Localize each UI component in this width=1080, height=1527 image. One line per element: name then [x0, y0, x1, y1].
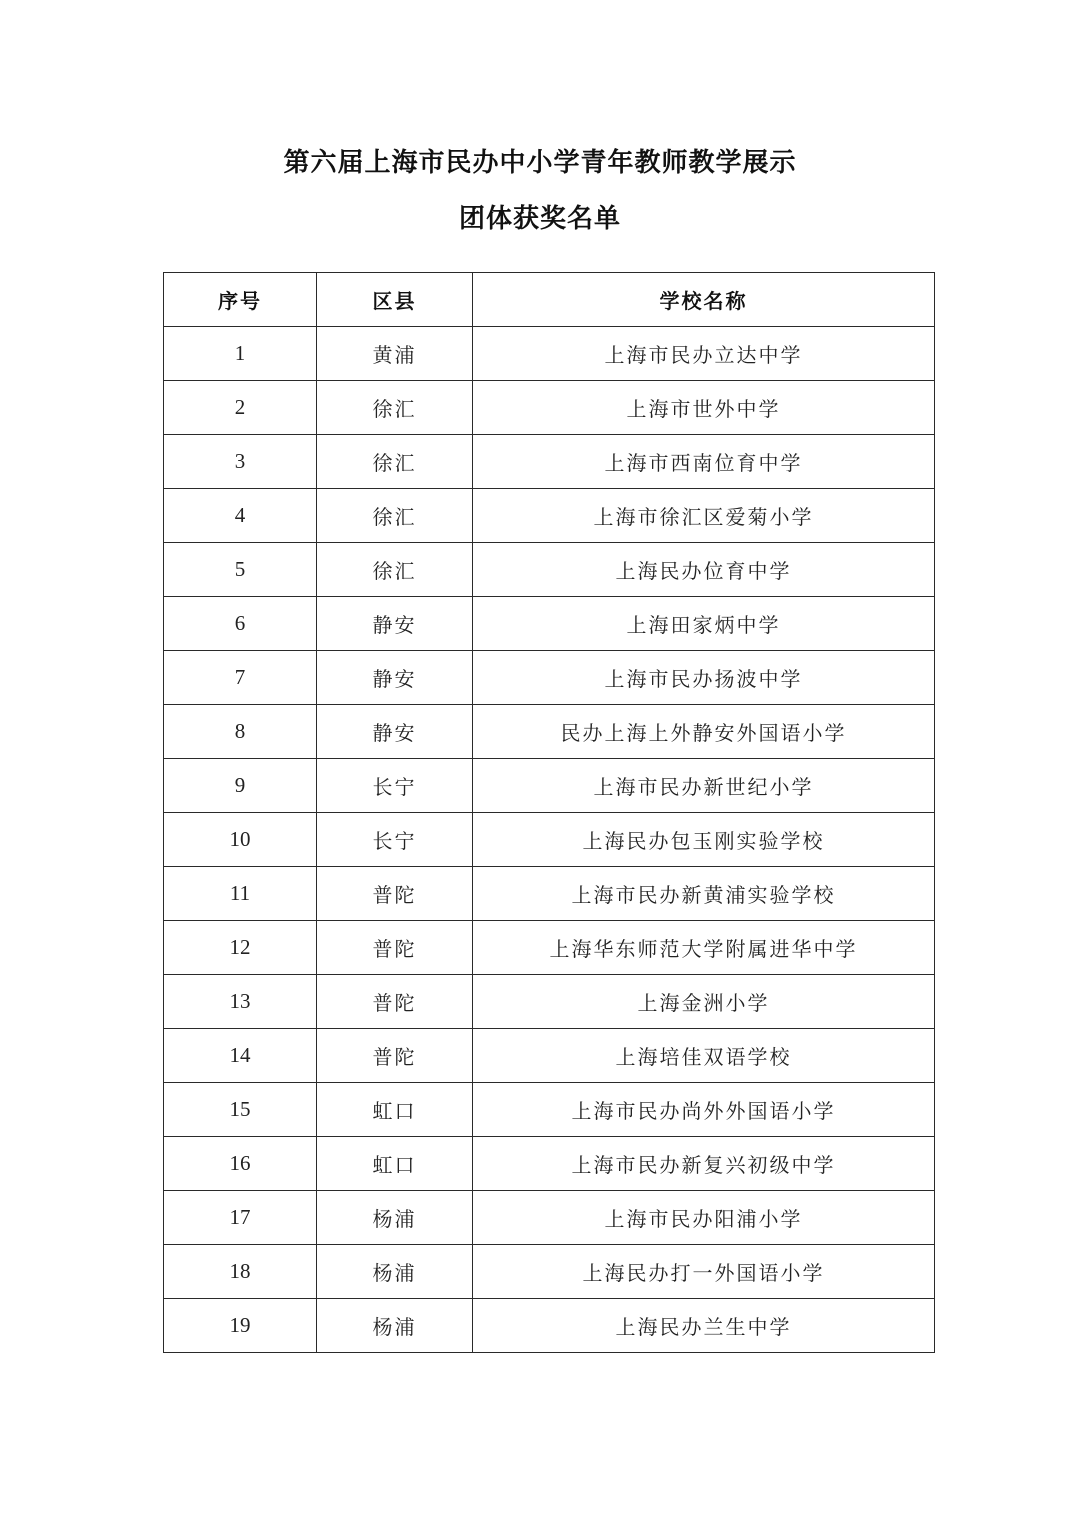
awards-table	[163, 272, 935, 1353]
cell-serial-number: 1	[164, 327, 317, 381]
cell-serial-number: 4	[164, 489, 317, 543]
cell-district: 徐汇	[317, 435, 473, 489]
cell-district: 杨浦	[317, 1299, 473, 1353]
cell-serial-number: 19	[164, 1299, 317, 1353]
cell-school-name: 上海民办兰生中学	[473, 1299, 935, 1353]
table-header-row	[164, 273, 935, 327]
table-row	[164, 381, 935, 435]
cell-serial-number: 14	[164, 1029, 317, 1083]
table-row	[164, 705, 935, 759]
cell-serial-number: 10	[164, 813, 317, 867]
document-title: 第六届上海市民办中小学青年教师教学展示	[283, 148, 797, 178]
cell-school-name: 上海市民办扬波中学	[473, 651, 935, 705]
cell-serial-number: 16	[164, 1137, 317, 1191]
cell-district: 长宁	[317, 759, 473, 813]
cell-school-name: 上海培佳双语学校	[473, 1029, 935, 1083]
cell-serial-number: 15	[164, 1083, 317, 1137]
cell-serial-number: 6	[164, 597, 317, 651]
table-row	[164, 1137, 935, 1191]
cell-district: 杨浦	[317, 1245, 473, 1299]
cell-school-name: 上海市西南位育中学	[473, 435, 935, 489]
header-district: 区县	[317, 273, 473, 327]
table-row	[164, 327, 935, 381]
table-row	[164, 921, 935, 975]
cell-school-name: 上海田家炳中学	[473, 597, 935, 651]
cell-district: 长宁	[317, 813, 473, 867]
table-row	[164, 813, 935, 867]
cell-school-name: 上海市徐汇区爱菊小学	[473, 489, 935, 543]
cell-serial-number: 17	[164, 1191, 317, 1245]
table-body	[164, 327, 935, 1353]
table-row	[164, 975, 935, 1029]
cell-school-name: 上海市世外中学	[473, 381, 935, 435]
cell-serial-number: 11	[164, 867, 317, 921]
cell-serial-number: 5	[164, 543, 317, 597]
cell-school-name: 上海民办打一外国语小学	[473, 1245, 935, 1299]
cell-district: 虹口	[317, 1083, 473, 1137]
cell-school-name: 上海民办位育中学	[473, 543, 935, 597]
cell-serial-number: 18	[164, 1245, 317, 1299]
cell-district: 黄浦	[317, 327, 473, 381]
cell-district: 虹口	[317, 1137, 473, 1191]
table-row	[164, 759, 935, 813]
cell-school-name: 上海市民办阳浦小学	[473, 1191, 935, 1245]
table-row	[164, 1245, 935, 1299]
table-row	[164, 489, 935, 543]
cell-district: 徐汇	[317, 543, 473, 597]
cell-serial-number: 3	[164, 435, 317, 489]
cell-district: 杨浦	[317, 1191, 473, 1245]
cell-district: 徐汇	[317, 381, 473, 435]
cell-district: 普陀	[317, 975, 473, 1029]
cell-school-name: 上海市民办尚外外国语小学	[473, 1083, 935, 1137]
cell-school-name: 民办上海上外静安外国语小学	[473, 705, 935, 759]
cell-district: 静安	[317, 705, 473, 759]
table-row	[164, 1083, 935, 1137]
cell-serial-number: 9	[164, 759, 317, 813]
cell-school-name: 上海市民办新复兴初级中学	[473, 1137, 935, 1191]
cell-district: 静安	[317, 597, 473, 651]
table-row	[164, 1299, 935, 1353]
cell-district: 静安	[317, 651, 473, 705]
cell-school-name: 上海市民办立达中学	[473, 327, 935, 381]
table-row	[164, 597, 935, 651]
table-row	[164, 1191, 935, 1245]
cell-serial-number: 8	[164, 705, 317, 759]
cell-school-name: 上海金洲小学	[473, 975, 935, 1029]
table-row	[164, 435, 935, 489]
cell-school-name: 上海市民办新世纪小学	[473, 759, 935, 813]
cell-serial-number: 2	[164, 381, 317, 435]
cell-school-name: 上海市民办新黄浦实验学校	[473, 867, 935, 921]
cell-district: 普陀	[317, 1029, 473, 1083]
cell-school-name: 上海华东师范大学附属进华中学	[473, 921, 935, 975]
cell-serial-number: 7	[164, 651, 317, 705]
cell-district: 徐汇	[317, 489, 473, 543]
cell-serial-number: 13	[164, 975, 317, 1029]
table-row	[164, 543, 935, 597]
header-school-name: 学校名称	[473, 273, 935, 327]
table-row	[164, 651, 935, 705]
cell-school-name: 上海民办包玉刚实验学校	[473, 813, 935, 867]
table-row	[164, 1029, 935, 1083]
header-serial-number: 序号	[164, 273, 317, 327]
document-subtitle: 团体获奖名单	[458, 204, 621, 234]
cell-serial-number: 12	[164, 921, 317, 975]
table-row	[164, 867, 935, 921]
cell-district: 普陀	[317, 921, 473, 975]
cell-district: 普陀	[317, 867, 473, 921]
